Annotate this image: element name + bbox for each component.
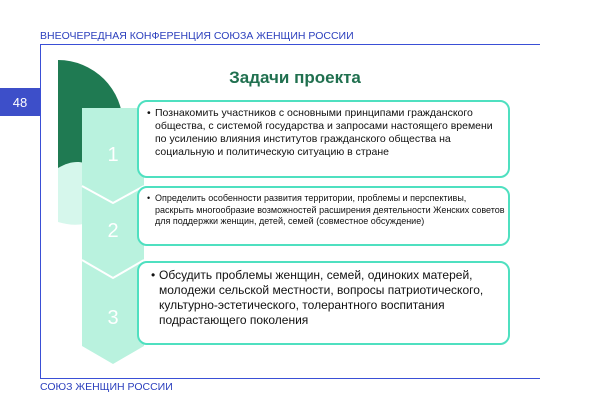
task-text-3: Обсудить проблемы женщин, семей, одиноких матерей, молодежи сельской местности, вопросы патриотического, культурно-эстетического, толерантного воспитания подрастающего поколения [159, 268, 484, 327]
task-box-3 [137, 261, 510, 345]
presentation-title: ВНЕОЧЕРЕДНАЯ КОНФЕРЕНЦИЯ СОЮЗА ЖЕНЩИН РОССИИ [40, 30, 354, 42]
step-number-1: 1 [107, 144, 119, 166]
task-box-2 [137, 186, 510, 246]
step-number-3: 3 [107, 307, 119, 329]
page-number-badge: 48 [0, 88, 40, 116]
task-box-1 [137, 100, 510, 178]
footer-organization: СОЮЗ ЖЕНЩИН РОССИИ [40, 381, 173, 393]
bullet-marker: • [147, 193, 151, 203]
task-text-1: Познакомить участников с основными принципами гражданского общества, с системой государства и запросами настоящего времени по усилению влияния институтов гражданского общества на социальную и политическую ситуацию в стране [155, 107, 493, 158]
bullet-marker: • [147, 107, 151, 119]
slide-heading: Задачи проекта [229, 68, 361, 87]
step-number-2: 2 [107, 220, 119, 242]
task-text-2: Определить особенности развития территории, проблемы и перспективы, раскрыть многообразие возможностей расширения деятельности Женских советов для поддержки женщин, детей, семей (совместное обсуждение) [155, 193, 505, 226]
bullet-marker: • [151, 268, 156, 282]
footer-divider [40, 378, 540, 379]
